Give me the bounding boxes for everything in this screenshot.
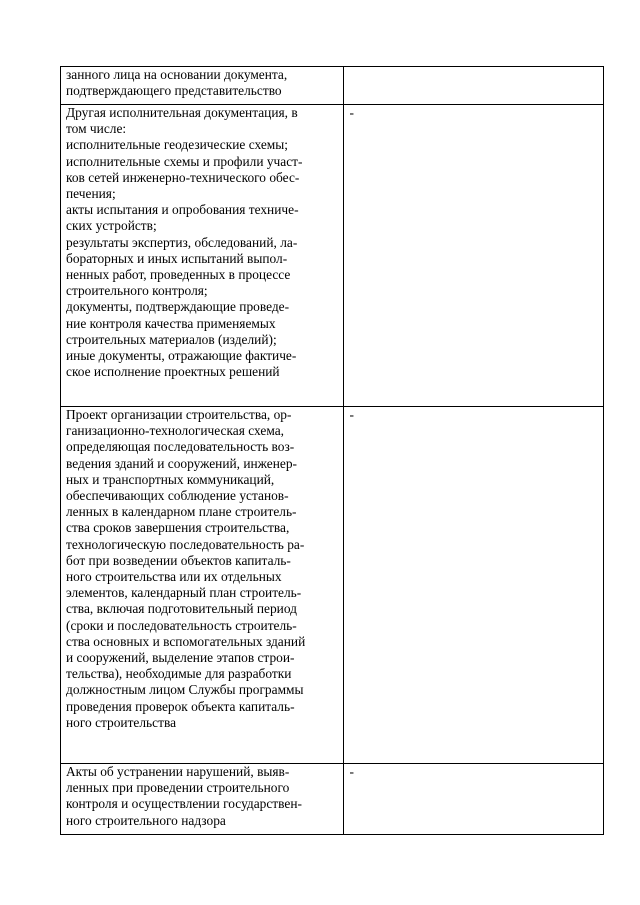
description-cell <box>61 407 344 764</box>
table-row <box>61 67 604 105</box>
row-value: - <box>349 105 354 120</box>
description-cell <box>61 105 344 407</box>
value-cell <box>344 764 604 835</box>
table-row <box>61 764 604 835</box>
documentation-table <box>60 66 604 835</box>
row-description: Акты об устранении нарушений, выяв- ленных при проведении строительного контроля и осуществлении государствен- ного строительного надзора <box>66 764 302 828</box>
table-row <box>61 105 604 407</box>
value-cell <box>344 105 604 407</box>
value-cell <box>344 67 604 105</box>
row-value: - <box>349 764 354 779</box>
description-cell <box>61 764 344 835</box>
row-description: занного лица на основании документа, подтверждающего представительство <box>66 67 288 99</box>
row-description: Другая исполнительная документация, в том числе: исполнительные геодезические схемы; исполнительные схемы и профили участ- ков сетей инженерно-технического обес- печения; акты испытания и опробования техниче- ских устройств; результаты экспертиз, обследований, ла- бораторных и иных испытаний выпол- ненных работ, проведенных в процессе строительного контроля; документы, подтверждающие проведе- ние контроля качества применяемых строительных материалов (изделий); иные документы, отражающие фактиче- ское исполнение проектных решений <box>66 105 303 380</box>
value-cell <box>344 407 604 764</box>
table-row <box>61 407 604 764</box>
description-cell <box>61 67 344 105</box>
row-value: - <box>349 407 354 422</box>
row-description: Проект организации строительства, ор- ганизационно-технологическая схема, определяющая последовательность воз- ведения зданий и сооружений, инженер- ных и транспортных коммуникаций, обеспечивающих соблюдение установ- ленных в календарном плане строитель- ства сроков завершения строительства, технологическую последовательность ра- бот при возведении объектов капиталь- ного строительства или их отдельных элементов, календарный план строитель- ства, включая подготовительный период (сроки и последовательность строитель- ства основных и вспомогательных зданий и сооружений, выделение этапов строи- тельства), необходимые для разработки должностным лицом Службы программы проведения проверок объекта капиталь- ного строительства <box>66 407 306 730</box>
